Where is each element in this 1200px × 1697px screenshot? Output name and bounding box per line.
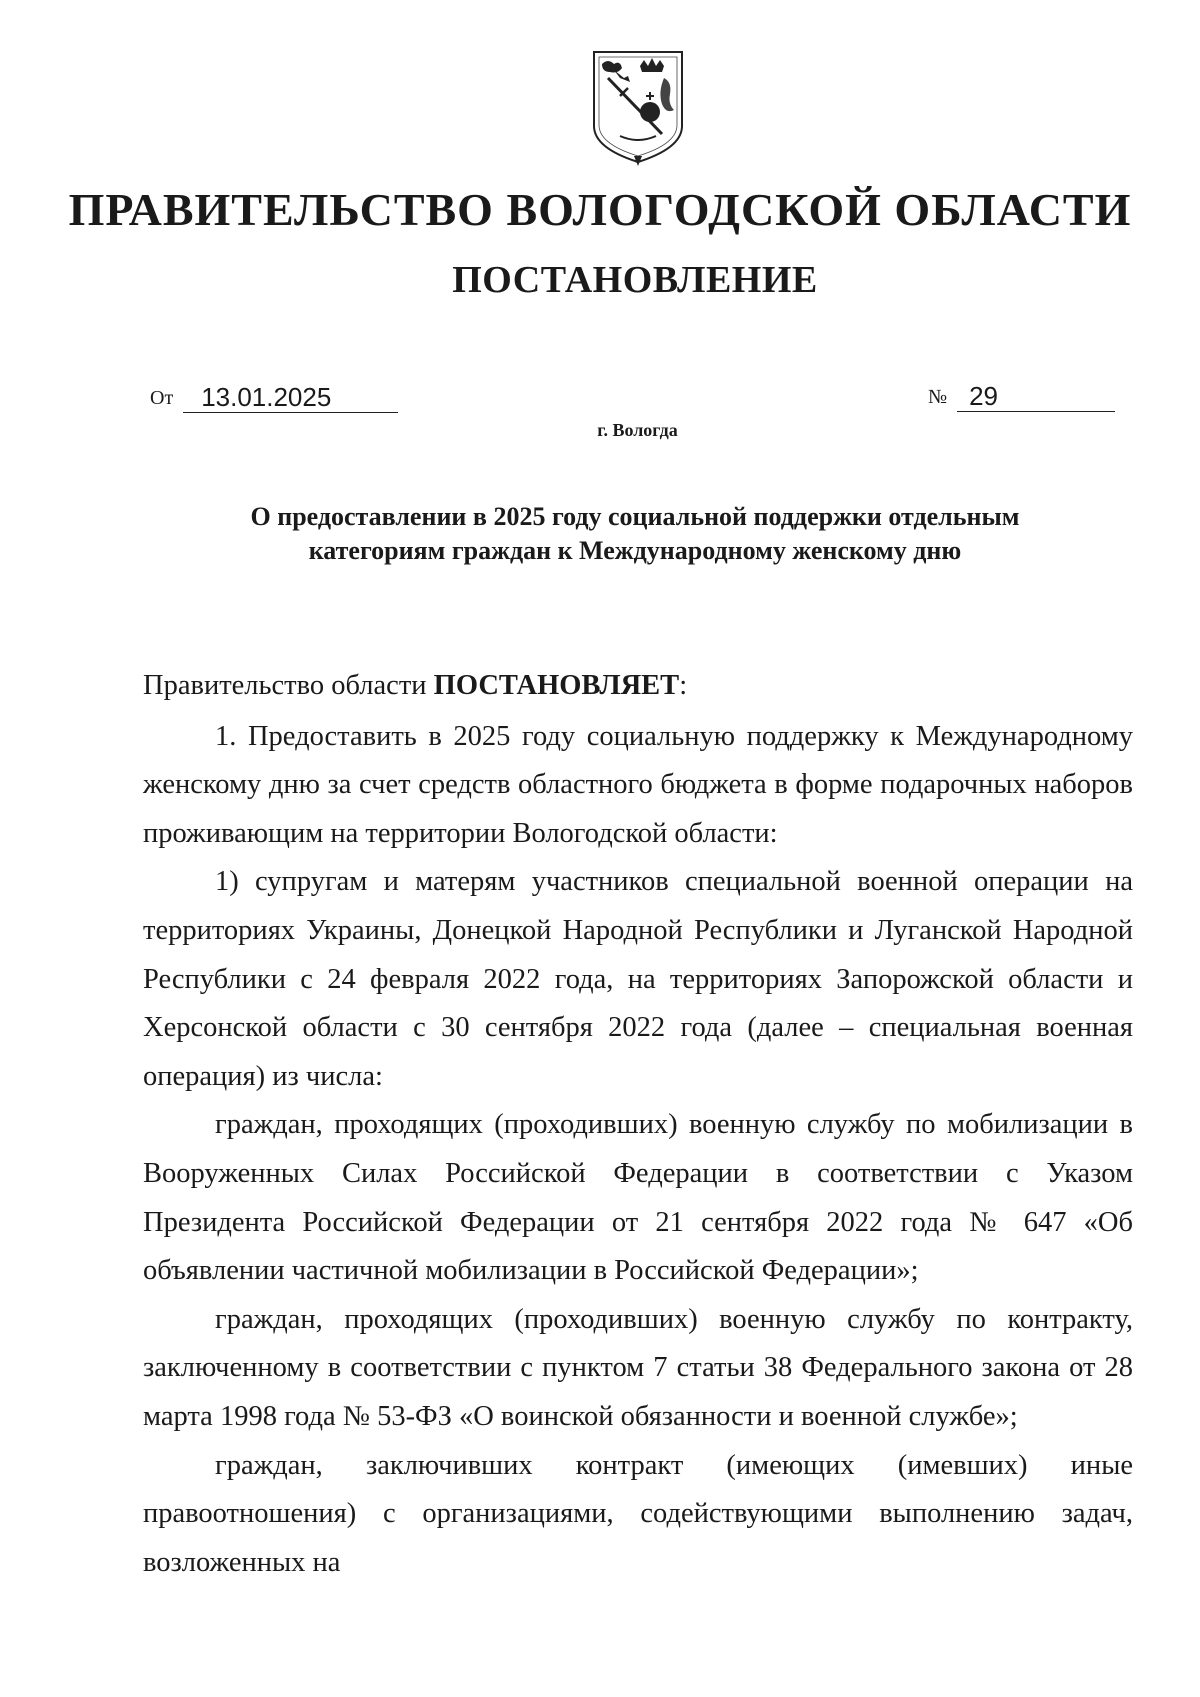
paragraph-4: граждан, проходящих (проходивших) военную службу по контракту, заключенному в соответствии с пунктом 7 статьи 38 Федерального закона от 28 марта 1998 года № 53-ФЗ «О воинской обязанности и военной службе»;	[143, 1303, 1133, 1432]
paragraph-2: 1) супругам и матерям участников специальной военной операции на территориях Украины, Донецкой Народной Республики и Луганской Народной Республики с 24 февраля 2022 года, на территориях Запорожской области и Херсонской области с 30 сентября 2022 года (далее – специальная военная операция) из числа:	[143, 866, 1133, 1092]
paragraph-5: граждан, заключивших контракт (имеющих (имевших) иные правоотношения) с организациями, содействующими выполнению задач, возложенных на	[143, 1449, 1133, 1578]
document-type: ПОСТАНОВЛЕНИЕ	[452, 259, 818, 301]
document-body	[143, 662, 1133, 1587]
intro-end: :	[679, 670, 688, 701]
paragraph-3: граждан, проходящих (проходивших) военную службу по мобилизации в Вооруженных Силах Российской Федерации в соответствии с Указом Президента Российской Федерации от 21 сентября 2022 года № 647 «Об объявлении частичной мобилизации в Российской Федерации»;	[143, 1109, 1133, 1287]
subject-line-1: О предоставлении в 2025 году социальной поддержки отдельным	[250, 502, 1020, 531]
number-prefix: №	[928, 386, 948, 408]
intro-keyword: ПОСТАНОВЛЯЕТ	[433, 670, 680, 701]
intro-text: Правительство области	[143, 670, 434, 701]
paragraph-1: 1. Предоставить в 2025 году социальную поддержку к Международному женскому дню за счет средств областного бюджета в форме подарочных наборов проживающим на территории Вологодской области:	[143, 720, 1133, 849]
document-subject	[150, 500, 1120, 568]
date-field	[150, 382, 398, 413]
city-label: г. Вологда	[597, 420, 678, 440]
coat-of-arms-icon	[590, 48, 686, 166]
date-prefix: От	[150, 387, 174, 409]
date-value: 13.01.2025	[183, 382, 398, 413]
resolution-intro	[143, 662, 1133, 711]
number-field	[928, 381, 1115, 412]
organization-title: ПРАВИТЕЛЬСТВО ВОЛОГОДСКОЙ ОБЛАСТИ	[68, 184, 1132, 235]
subject-line-2: категориям граждан к Международному женскому дню	[308, 536, 962, 565]
number-value: 29	[957, 381, 1115, 412]
